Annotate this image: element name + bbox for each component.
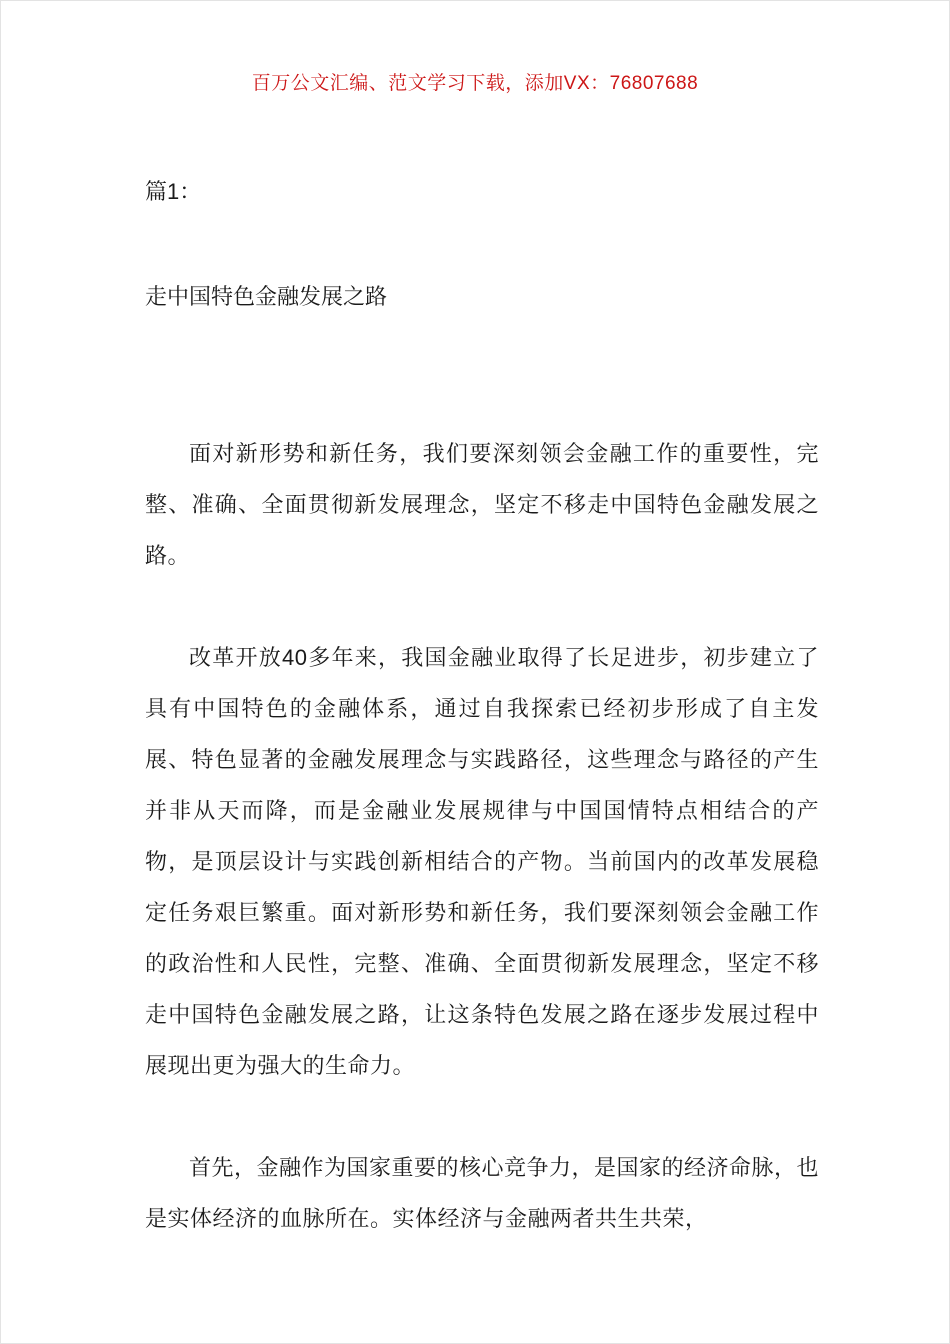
- document-title: 走中国特色金融发展之路: [145, 284, 388, 309]
- header-notice: 百万公文汇编、范文学习下载，添加VX：76807688: [251, 73, 699, 94]
- paragraph: 首先，金融作为国家重要的核心竞争力，是国家的经济命脉，也是实体经济的血脉所在。实体经济与金融两者共生共荣，: [145, 1155, 820, 1231]
- paragraph: 面对新形势和新任务，我们要深刻领会金融工作的重要性，完整、准确、全面贯彻新发展理念，坚定不移走中国特色金融发展之路。: [145, 441, 819, 568]
- section-label: 篇1：: [145, 179, 202, 204]
- document-body: [145, 166, 819, 1244]
- paragraph: 改革开放40多年来，我国金融业取得了长足进步，初步建立了具有中国特色的金融体系，通过自我探索已经初步形成了自主发展、特色显著的金融发展理念与实践路径，这些理念与路径的产生并非从天而降，而是金融业发展规律与中国国情特点相结合的产物，是顶层设计与实践创新相结合的产物。当前国内的改革发展稳定任务艰巨繁重。面对新形势和新任务，我们要深刻领会金融工作的政治性和人民性，完整、准确、全面贯彻新发展理念，坚定不移走中国特色金融发展之路，让这条特色发展之路在逐步发展过程中展现出更为强大的生命力。: [145, 645, 819, 1078]
